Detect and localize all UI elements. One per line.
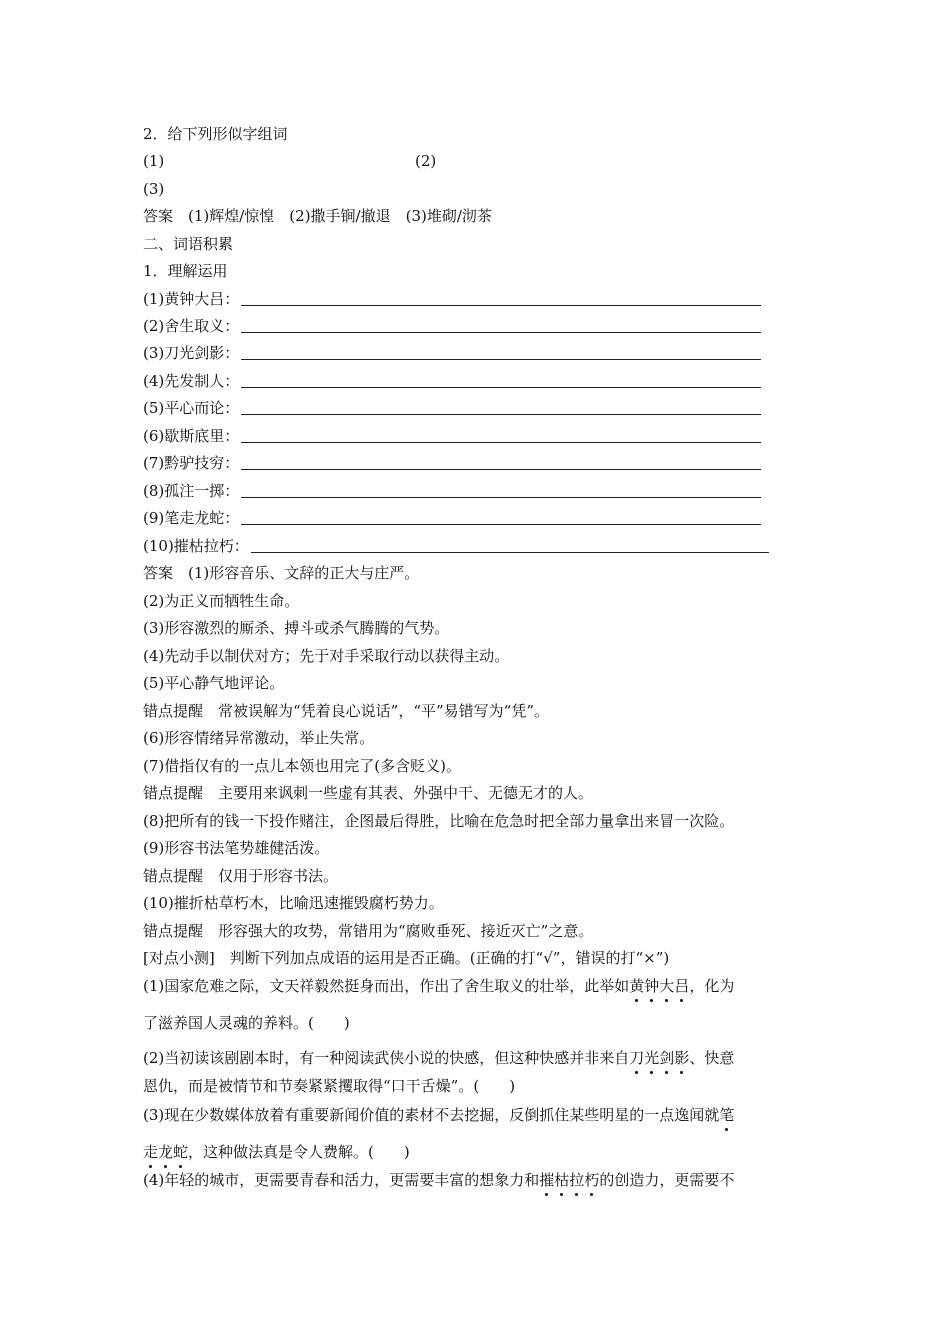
question-text: (3)现在少数媒体放着有重要新闻价值的素材不去挖掘，反倒抓住某些明星的一点逸闻就 xyxy=(143,1106,720,1124)
quiz-instruction: [对点小测] 判断下列加点成语的运用是否正确。(正确的打“√”，错误的打“×”) xyxy=(143,949,670,967)
term-label: (6)歇斯底里： xyxy=(143,427,240,445)
dotted-char: 光 xyxy=(644,1049,660,1067)
question-text: ，化为 xyxy=(689,977,735,995)
quiz-question-3-cont xyxy=(143,1142,410,1162)
error-tip: 错点提醒 仅用于形容书法。 xyxy=(143,867,339,885)
dotted-char: 朽 xyxy=(584,1171,600,1189)
error-tip: 错点提醒 常被误解为“凭着良心说话”，“平”易错写为“凭”。 xyxy=(143,702,550,720)
question-text: 、快意 xyxy=(689,1049,735,1067)
error-tip: 错点提醒 主要用来讽刺一些虚有其表、外强中干、无德无才的人。 xyxy=(143,784,594,802)
term-row xyxy=(143,453,761,473)
quiz-question-2-cont: 恩仇，而是被情节和节奏紧紧攫取得“口干舌燥”。( ) xyxy=(143,1077,516,1095)
answer-blank[interactable] xyxy=(241,289,761,306)
answer-blank[interactable] xyxy=(241,343,761,360)
quiz-question-1-cont: 了滋养国人灵魂的养料。( ) xyxy=(143,1014,350,1032)
part2-heading: 二、词语积累 xyxy=(143,235,234,253)
term-row xyxy=(143,536,769,556)
answer-blank[interactable] xyxy=(241,453,761,470)
question-text: 的创造力，更需要不 xyxy=(599,1171,735,1189)
answer-line: 答案 (1)形容音乐、文辞的正大与庄严。 xyxy=(143,564,420,582)
term-label: (4)先发制人： xyxy=(143,372,240,390)
error-tip: 错点提醒 形容强大的攻势，常错用为“腐败垂死、接近灭亡”之意。 xyxy=(143,922,594,940)
term-label: (3)刀光剑影： xyxy=(143,344,240,362)
sub1-heading: 1．理解运用 xyxy=(143,262,228,280)
answer-line: (4)先动手以制伏对方；先于对手采取行动以获得主动。 xyxy=(143,647,510,665)
answer-line: (8)把所有的钱一下投作赌注，企图最后得胜，比喻在危急时把全部力量拿出来冒一次险。 xyxy=(143,812,735,830)
quiz-question-3 xyxy=(143,1105,734,1125)
term-row xyxy=(143,398,761,418)
answer-blank[interactable] xyxy=(241,481,761,498)
term-label: (9)笔走龙蛇： xyxy=(143,509,240,527)
answer-blank[interactable] xyxy=(251,536,769,553)
quiz-question-1 xyxy=(143,976,734,996)
dotted-char: 走 xyxy=(143,1143,159,1161)
term-label: (10)摧枯拉朽： xyxy=(143,537,249,555)
term-label: (2)舍生取义： xyxy=(143,317,240,335)
answer-blank[interactable] xyxy=(241,316,761,333)
term-row xyxy=(143,426,761,446)
term-row xyxy=(143,371,761,391)
answer-blank[interactable] xyxy=(241,398,761,415)
term-row xyxy=(143,316,761,336)
dotted-char: 大 xyxy=(659,977,675,995)
dotted-char: 蛇 xyxy=(173,1143,189,1161)
answer-blank[interactable] xyxy=(241,371,761,388)
question-text: (4)年轻的城市，更需要青春和活力，更需要丰富的想象力和 xyxy=(143,1171,540,1189)
answer-line: (9)形容书法笔势雄健活泼。 xyxy=(143,839,330,857)
question-text: (2)当初读该剧剧本时，有一种阅读武侠小说的快感，但这种快感并非来自 xyxy=(143,1049,630,1067)
quiz-question-2 xyxy=(143,1048,734,1068)
term-row xyxy=(143,508,761,528)
answer-line: (10)摧折枯草朽木，比喻迅速摧毁腐朽势力。 xyxy=(143,894,444,912)
dotted-char: 影 xyxy=(674,1049,690,1067)
question-text: ，这种做法真是令人费解。( ) xyxy=(188,1143,410,1161)
section2-item2: (2) xyxy=(415,152,437,170)
answer-blank[interactable] xyxy=(241,426,761,443)
dotted-char: 剑 xyxy=(659,1049,675,1067)
dotted-char: 吕 xyxy=(674,977,690,995)
section2-item1: (1) xyxy=(143,152,165,170)
dotted-char: 笔 xyxy=(719,1106,735,1124)
answer-blank[interactable] xyxy=(241,508,761,525)
section2-answer: 答案 (1)辉煌/惊惶 (2)撒手锏/撤退 (3)堆砌/沏茶 xyxy=(143,207,492,225)
quiz-question-4 xyxy=(143,1170,734,1190)
dotted-char: 刀 xyxy=(629,1049,645,1067)
term-row xyxy=(143,343,761,363)
answer-line: (6)形容情绪异常激动，举止失常。 xyxy=(143,729,375,747)
dotted-char: 枯 xyxy=(554,1171,570,1189)
question-text: (1)国家危难之际，文天祥毅然挺身而出，作出了舍生取义的壮举，此举如 xyxy=(143,977,630,995)
answer-line: (7)借指仅有的一点儿本领也用完了(多含贬义)。 xyxy=(143,757,461,775)
term-label: (5)平心而论： xyxy=(143,399,240,417)
term-label: (8)孤注一掷： xyxy=(143,482,240,500)
term-row xyxy=(143,289,761,309)
term-label: (1)黄钟大吕： xyxy=(143,290,240,308)
term-row xyxy=(143,481,761,501)
section2-title: 2．给下列形似字组词 xyxy=(143,125,288,143)
answer-line: (5)平心静气地评论。 xyxy=(143,674,285,692)
section2-item3: (3) xyxy=(143,180,165,198)
term-label: (7)黔驴技穷： xyxy=(143,454,240,472)
answer-line: (3)形容激烈的厮杀、搏斗或杀气腾腾的气势。 xyxy=(143,619,450,637)
dotted-char: 摧 xyxy=(539,1171,555,1189)
dotted-char: 钟 xyxy=(644,977,660,995)
dotted-char: 拉 xyxy=(569,1171,585,1189)
dotted-char: 黄 xyxy=(629,977,645,995)
dotted-char: 龙 xyxy=(158,1143,174,1161)
answer-line: (2)为正义而牺牲生命。 xyxy=(143,592,300,610)
